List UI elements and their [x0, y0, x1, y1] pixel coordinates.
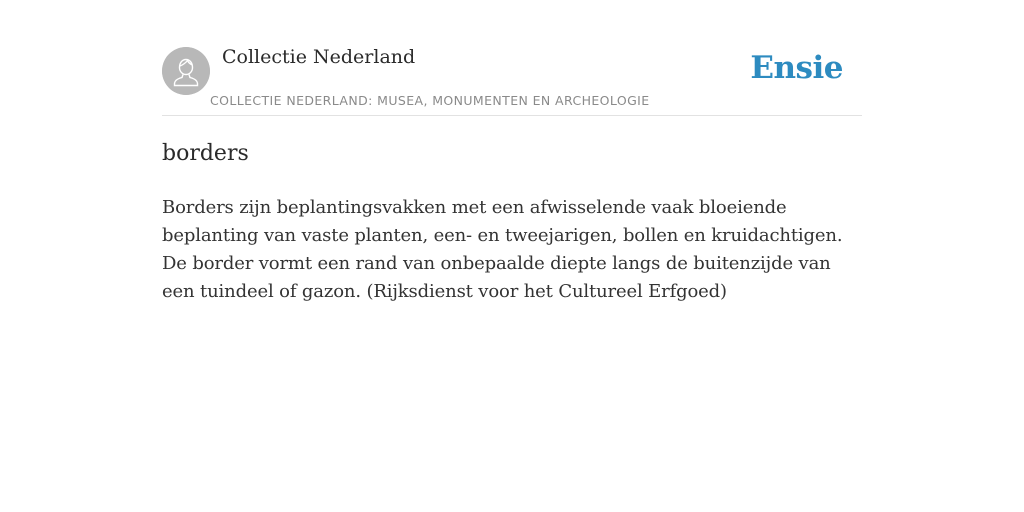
user-avatar-icon[interactable]	[162, 47, 210, 95]
entry-card	[162, 0, 862, 302]
brand-logo[interactable]: Ensie	[750, 50, 843, 86]
author-name[interactable]: Collectie Nederland	[222, 46, 416, 68]
entry-header	[162, 0, 862, 116]
entry-term: borders	[162, 141, 249, 166]
collection-title[interactable]: COLLECTIE NEDERLAND: MUSEA, MONUMENTEN EN ARCHEOLOGIE	[210, 93, 650, 108]
entry-definition: Borders zijn beplantingsvakken met een afwisselende vaak bloeiende beplanting van vaste planten, een- en tweejarigen, bollen en kruidachtigen. De border vormt een rand van onbepaalde diepte langs de buitenzijde van een tuindeel of gazon. (Rijksdienst voor het Cultureel Erfgoed)	[162, 197, 843, 302]
